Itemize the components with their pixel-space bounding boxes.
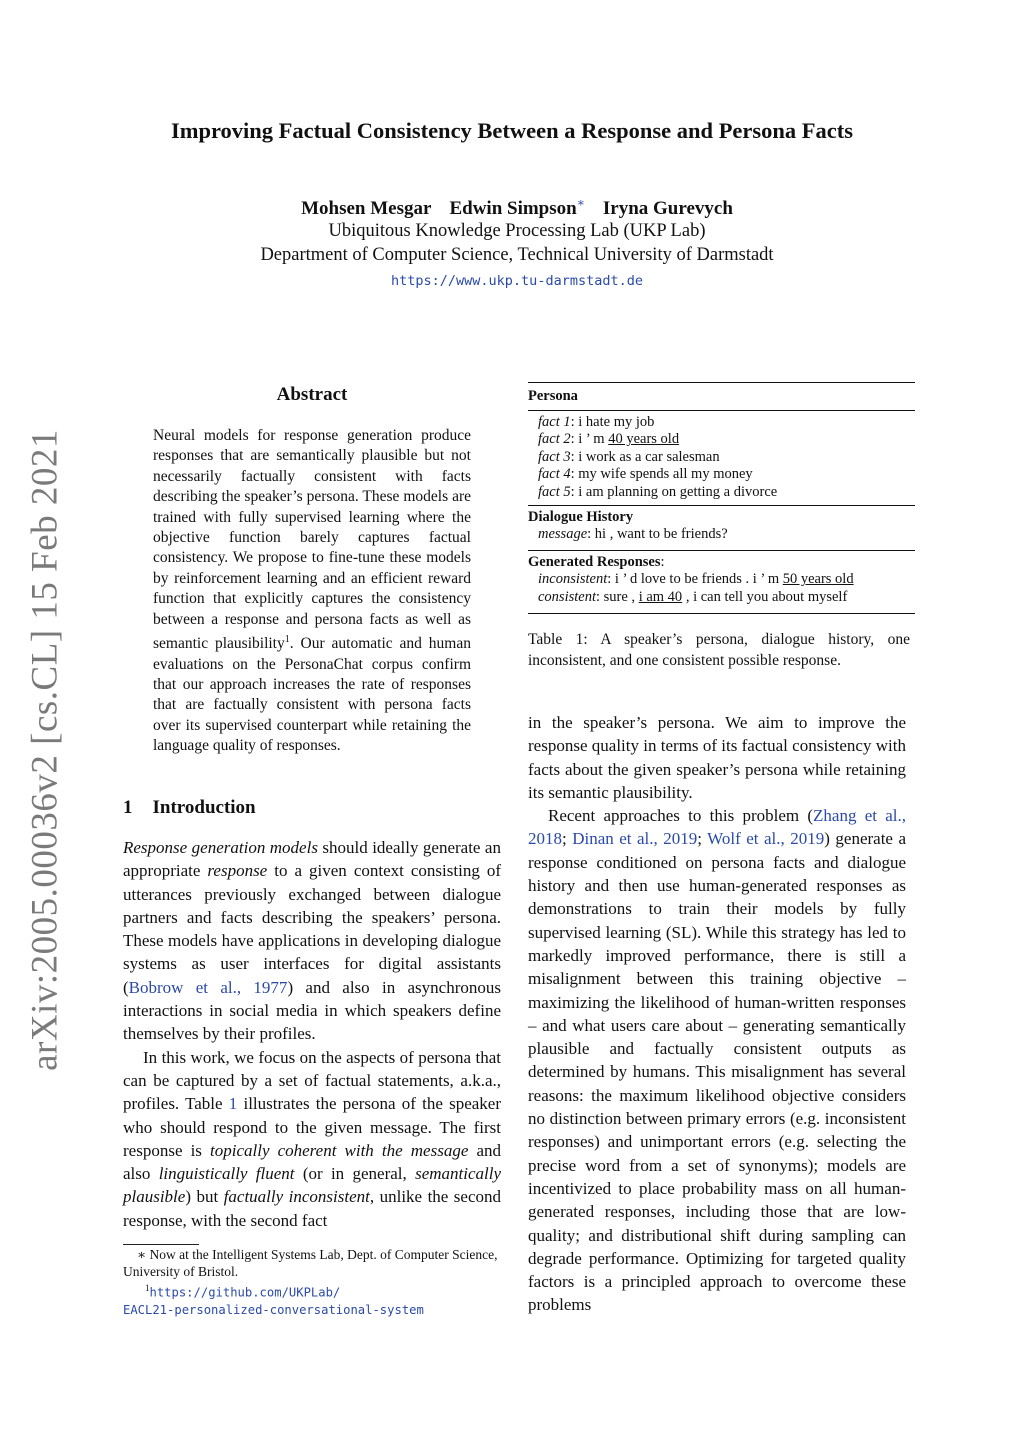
- dialogue-history: [528, 506, 915, 550]
- fact-label: fact 5: [538, 483, 571, 500]
- response-highlight: i am 40: [638, 588, 683, 605]
- fact-text: : i ’ m: [570, 431, 609, 448]
- abstract-heading: Abstract: [276, 384, 348, 405]
- text: and also: [123, 1140, 502, 1184]
- author-3: Iryna Gurevych: [602, 198, 733, 220]
- author-2-name: Edwin Simpson: [449, 198, 577, 220]
- text: illustrates the persona of the speaker who should respond to the given message. The first response is: [123, 1094, 502, 1160]
- footnote-affiliation: ∗ Now at the Intelligent Systems Lab, Dept. of Computer Science, University of Bristol.: [123, 1247, 498, 1279]
- introduction-body: [123, 836, 501, 1232]
- response-consistent: [538, 589, 915, 607]
- author-2: [449, 198, 584, 219]
- message-label: message: [538, 526, 588, 543]
- fact-label: fact 3: [538, 448, 571, 465]
- author-2-mark: ∗: [576, 196, 585, 210]
- response-rows: [528, 571, 915, 609]
- table-caption: Table 1: A speaker’s persona, dialogue history, one inconsistent, and one consistent possible response.: [528, 631, 910, 669]
- persona-table: [528, 382, 915, 614]
- fact-row: [538, 449, 915, 467]
- table-reference[interactable]: 1: [228, 1094, 238, 1114]
- text: In this work, we focus on the aspects of persona that can be captured by a set of factual statements, a.k.a., profiles. Table: [123, 1047, 501, 1114]
- response-text: : sure ,: [596, 588, 639, 605]
- response-inconsistent: [538, 571, 915, 589]
- fact-text: : my wife spends all my money: [570, 466, 753, 483]
- response-text: : i ’ d love to be friends . i ’ m: [607, 571, 783, 588]
- section-title: Introduction: [152, 797, 256, 818]
- response-text: , i can tell you about myself: [682, 588, 848, 605]
- text: ) generate a response conditioned on persona facts and dialogue history and then use human-generated responses as demonstrations to train their models by fully supervised learning (SL). While this strategy has led to markedly improved performance, there is still a misalignment between this training objective – maximizing the likelihood of human-written responses – and what users care about – generating semantically plausible and factually consistent outputs as determined by humans. This misalignment has several reasons: the maximum likelihood objective considers no distinction between primary errors (e.g. inconsistent responses) and unimportant errors (e.g. selecting the precise word from a set of synonyms); models are incentivized to place probability mass on all human-generated responses, including those that are low-quality; and distributional shift during sampling can degrade performance. Optimizing for targeted quality factors is a principled approach to overcome these problems: [528, 829, 906, 1315]
- response-label: consistent: [538, 588, 596, 605]
- emphasis: linguistically fluent: [158, 1164, 295, 1184]
- footnote-url-line-2[interactable]: EACL21-personalized-conversational-system: [123, 1302, 424, 1317]
- right-column-body: [528, 711, 906, 1317]
- text: ) and also in asynchronous interactions in social media in which speakers define themselves by their profiles.: [123, 977, 501, 1044]
- footnote-divider: [123, 1244, 199, 1245]
- fact-label: fact 4: [538, 466, 571, 483]
- responses-colon: :: [660, 553, 665, 570]
- author-1: Mohsen Mesgar: [301, 198, 432, 220]
- fact-row: [538, 466, 915, 484]
- emphasis: topically coherent with the message: [210, 1140, 469, 1160]
- text: ;: [562, 829, 573, 849]
- text: (or in general,: [294, 1164, 416, 1184]
- fact-row: [538, 414, 915, 432]
- term-response: response: [207, 861, 268, 881]
- fact-row: [538, 484, 915, 502]
- intro-paragraph-1: [123, 836, 501, 1046]
- footnote-code-link[interactable]: [123, 1280, 508, 1302]
- fact-text: : i work as a car salesman: [570, 448, 720, 465]
- response-highlight: 50 years old: [782, 571, 854, 588]
- abstract-text: Neural models for response generation produce responses that are semantically plausible but not necessarily factually consistent with facts describing the speaker’s persona. These models are trained with fully supervised learning where the objective function barely captures factual consistency. We propose to fine-tune these models by reinforcement learning and an efficient reward function that explicitly captures the consistency between a response and persona facts as well as semantic plausibility: [153, 427, 471, 653]
- fact-label: fact 1: [538, 413, 571, 430]
- footnote-url-line-1[interactable]: https://github.com/UKPLab/: [149, 1285, 341, 1300]
- responses-heading: [528, 554, 915, 572]
- right-paragraph-2: [528, 804, 906, 1317]
- citation-dinan[interactable]: Dinan et al., 2019: [572, 829, 698, 849]
- persona-heading: Persona: [528, 388, 578, 404]
- emphasis: factually inconsistent: [223, 1187, 370, 1207]
- section-number: 1: [123, 797, 133, 818]
- emphasis: semantically plausible: [123, 1164, 501, 1207]
- generated-responses: [528, 551, 915, 613]
- text: ) but: [185, 1187, 224, 1207]
- section-heading: [123, 797, 256, 819]
- affiliation-department: Department of Computer Science, Technical University of Darmstadt: [260, 245, 774, 265]
- fact-highlight: 40 years old: [608, 431, 680, 448]
- footnote-mark: 1: [145, 1283, 150, 1293]
- citation-bobrow[interactable]: Bobrow et al., 1977: [128, 977, 288, 997]
- arxiv-identifier: [0, 430, 90, 1070]
- table-bottom-rule: [528, 613, 915, 614]
- term-response-generation: Response generation models: [123, 838, 318, 857]
- persona-facts: [528, 411, 915, 505]
- responses-heading-text: Generated Responses: [528, 553, 661, 570]
- arxiv-identifier-text: arXiv:2005.00036v2 [cs.CL] 15 Feb 2021: [24, 429, 66, 1071]
- right-paragraph-1: in the speaker’s persona. We aim to improve the response quality in terms of its factual consistency with facts about the given speaker’s persona while retaining its semantic plausibility.: [528, 713, 906, 802]
- fact-label: fact 2: [538, 431, 571, 448]
- abstract-footnote-mark[interactable]: 1: [284, 634, 290, 646]
- institution-url[interactable]: https://www.ukp.tu-darmstadt.de: [391, 273, 643, 289]
- abstract-text-continued: . Our automatic and human evaluations on the PersonaChat corpus confirm that our approach increases the rate of responses that are factually consistent with persona facts over its supervised counterpart while retaining the language quality of responses.: [153, 635, 471, 755]
- affiliation-lab: Ubiquitous Knowledge Processing Lab (UKP Lab): [328, 221, 706, 241]
- citation-wolf[interactable]: Wolf et al., 2019: [707, 829, 825, 849]
- intro-paragraph-2: [123, 1046, 501, 1232]
- abstract-body: [153, 426, 471, 757]
- text: to a given context consisting of utterances previously exchanged between dialogue partners and facts describing the speakers’ persona. These models have applications in developing dialogue systems as user interfaces for digital assistants (: [123, 861, 501, 997]
- message-text: : hi , want to be friends?: [587, 526, 728, 543]
- history-heading: Dialogue History: [528, 508, 634, 525]
- fact-text: : i hate my job: [570, 413, 655, 430]
- fact-row: [538, 431, 915, 449]
- text: Recent approaches to this problem (: [548, 806, 814, 826]
- paper-title: Improving Factual Consistency Between a Response and Persona Facts: [170, 118, 854, 143]
- text: should ideally generate an appropriate: [123, 838, 501, 881]
- response-label: inconsistent: [538, 571, 608, 588]
- fact-text: : i am planning on getting a divorce: [570, 483, 778, 500]
- author-list: [0, 196, 1024, 220]
- footnotes: [123, 1246, 508, 1319]
- text: ;: [697, 829, 708, 849]
- message-row: [528, 526, 915, 547]
- citation-zhang[interactable]: Zhang et al., 2018: [528, 806, 907, 849]
- text: , unlike the second response, with the second fact: [123, 1187, 502, 1230]
